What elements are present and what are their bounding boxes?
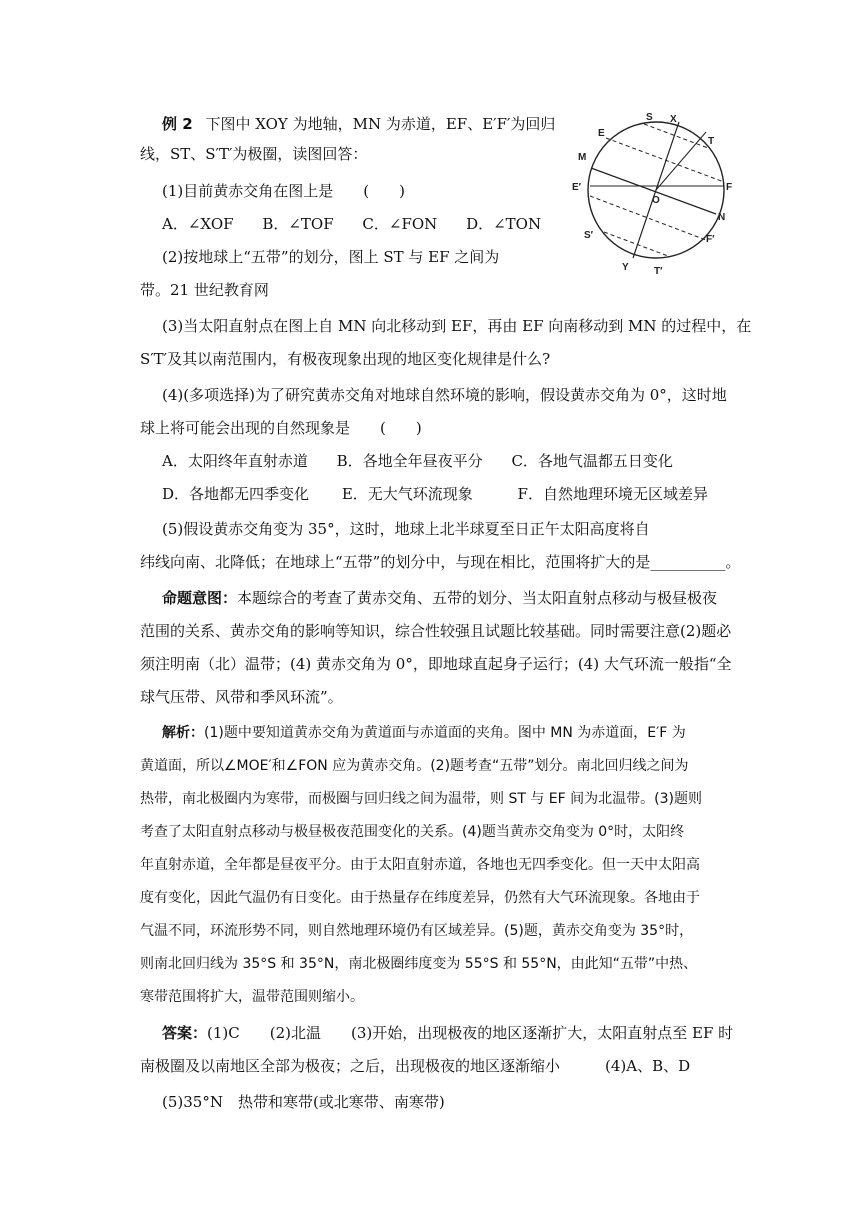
label-M: M bbox=[578, 152, 587, 163]
q4-line1: (4)(多项选择)为了研究黄赤交角对地球自然环境的影响，假设黄赤交角为 0°，这时地 bbox=[162, 386, 727, 404]
earth-axis-diagram bbox=[566, 110, 746, 280]
label-T-prime: T′ bbox=[654, 266, 663, 277]
q1-option-a: A．∠XOF bbox=[162, 215, 234, 233]
label-S-prime: S′ bbox=[584, 230, 594, 241]
q1-option-d: D．∠TON bbox=[466, 215, 542, 233]
analysis-line3: 热带，南北极圈内为寒带，而极圈与回归线之间为温带，则 ST 与 EF 间为北温带。(3)题则 bbox=[140, 791, 702, 807]
label-F: F bbox=[726, 182, 733, 193]
analysis-line4: 考查了太阳直射点移动与极昼极夜范围变化的关系。(4)题当黄赤交角变为 0°时，太阳终 bbox=[140, 824, 685, 840]
q5-line1: (5)假设黄赤交角变为 35°，这时，地球上北半球夏至日正午太阳高度将自 bbox=[162, 520, 650, 538]
label-X: X bbox=[670, 114, 677, 125]
q3-line2: S′T′及其以南范围内，有极夜现象出现的地区变化规律是什么? bbox=[140, 350, 551, 368]
q3-line1: (3)当太阳直射点在图上自 MN 向北移动到 EF，再由 EF 向南移动到 MN 的过程中，在 bbox=[162, 317, 752, 335]
analysis-line9: 寒带范围将扩大，温带范围则缩小。 bbox=[140, 989, 364, 1005]
ecliptic-axis-line bbox=[656, 132, 706, 190]
q1-stem: (1)目前黄赤交角在图上是 ( ) bbox=[162, 182, 405, 200]
q1-options bbox=[162, 213, 541, 235]
q2-line2: 带。21 世纪教育网 bbox=[140, 281, 269, 299]
label-O: O bbox=[652, 195, 660, 206]
q4-option-d: D．各地都无四季变化 bbox=[162, 485, 310, 503]
intent-text-1: 本题综合的考查了黄赤交角、五带的划分、当太阳直射点移动与极昼极夜 bbox=[237, 589, 718, 607]
intent-line2: 范围的关系、黄赤交角的影响等知识，综合性较强且试题比较基础。同时需要注意(2)题必 bbox=[140, 622, 732, 640]
q4-line2: 球上将可能会出现的自然现象是 ( ) bbox=[140, 419, 422, 437]
example-intro-text: 下图中 XOY 为地轴，MN 为赤道，EF、E′F′为回归 bbox=[205, 115, 556, 133]
answer-line3: (5)35°N 热带和寒带(或北寒带、南寒带) bbox=[162, 1093, 445, 1111]
label-T: T bbox=[708, 136, 715, 147]
label-Y: Y bbox=[622, 262, 629, 273]
q5-line2: 纬线向南、北降低；在地球上“五带”的划分中，与现在相比，范围将扩大的是__________。 bbox=[140, 553, 741, 571]
label-N: N bbox=[718, 212, 726, 223]
analysis-line2: 黄道面，所以∠MOE′和∠FON 应为黄赤交角。(2)题考查“五带”划分。南北回归线之间为 bbox=[140, 758, 689, 774]
intent-label: 命题意图： bbox=[162, 589, 238, 607]
q4-options-row1 bbox=[162, 450, 673, 472]
analysis-line1 bbox=[162, 722, 686, 744]
example-intro-line1 bbox=[162, 113, 555, 135]
analysis-line7: 气温不同，环流形势不同，则自然地理环境仍有区域差异。(5)题，黄赤交角变为 35°时， bbox=[140, 923, 694, 939]
example-intro-line2: 线，ST、S′T′为极圈，读图回答： bbox=[140, 145, 368, 163]
answer-line1 bbox=[162, 1022, 733, 1044]
q2-line1: (2)按地球上“五带”的划分，图上 ST 与 EF 之间为 bbox=[162, 248, 500, 266]
q4-option-f: F．自然地理环境无区域差异 bbox=[517, 485, 708, 503]
intent-line1 bbox=[162, 587, 717, 609]
q4-option-b: B．各地全年昼夜平分 bbox=[336, 452, 483, 470]
intent-line3: 须注明南（北）温带；(4) 黄赤交角为 0°，即地球直起身子运行；(4) 大气环流一般指“全 bbox=[140, 655, 732, 673]
equator-line bbox=[591, 168, 716, 214]
answer-label: 答案： bbox=[162, 1024, 208, 1042]
q4-option-c: C．各地气温都五日变化 bbox=[511, 452, 673, 470]
q1-option-b: B．∠TOF bbox=[262, 215, 334, 233]
q4-options-row2 bbox=[162, 483, 708, 505]
label-E: E bbox=[598, 128, 605, 139]
label-F-prime: F′ bbox=[706, 234, 715, 245]
example-label: 例 2 bbox=[162, 115, 193, 133]
answer-text-1: (1)C (2)北温 (3)开始，出现极夜的地区逐渐扩大，太阳直射点至 EF 时 bbox=[207, 1024, 734, 1042]
analysis-line8: 则南北回归线为 35°S 和 35°N，南北极圈纬度变为 55°S 和 55°N，由此知“五带”中热、 bbox=[140, 956, 698, 972]
q4-option-a: A．太阳终年直射赤道 bbox=[162, 452, 308, 470]
q1-option-c: C．∠FON bbox=[362, 215, 438, 233]
answer-line2: 南极圈及以南地区全部为极夜；之后，出现极夜的地区逐渐缩小 (4)A、B、D bbox=[140, 1057, 691, 1075]
analysis-line6: 度有变化，因此气温仍有日变化。由于热量存在纬度差异，仍然有大气环流现象。各地由于 bbox=[140, 890, 700, 906]
label-E-prime: E′ bbox=[572, 182, 582, 193]
analysis-label: 解析： bbox=[162, 725, 204, 741]
q4-option-e: E．无大气环流现象 bbox=[341, 485, 473, 503]
intent-line4: 球气压带、风带和季风环流”。 bbox=[140, 688, 343, 706]
analysis-text-1: (1)题中要知道黄赤交角为黄道面与赤道面的夹角。图中 MN 为赤道面，E′F 为 bbox=[204, 725, 686, 741]
label-S: S bbox=[646, 112, 653, 123]
analysis-line5: 年直射赤道，全年都是昼夜平分。由于太阳直射赤道，各地也无四季变化。但一天中太阳高 bbox=[140, 857, 700, 873]
